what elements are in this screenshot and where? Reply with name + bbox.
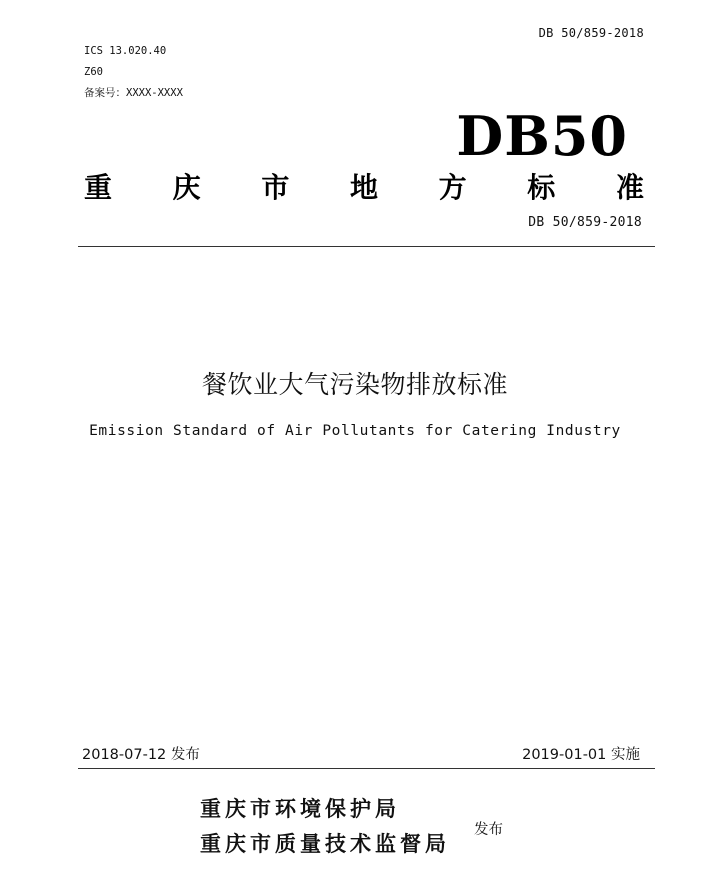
standard-type-char: 重 — [84, 171, 113, 204]
record-number: 备案号：XXXX-XXXX — [84, 87, 183, 99]
standard-type-char: 标 — [527, 171, 556, 204]
standard-type-heading — [84, 170, 644, 206]
publish-label: 发布 — [474, 822, 503, 838]
issue-date: 2018-07-12 发布 — [82, 747, 200, 763]
standard-mark: DB50 — [456, 104, 628, 168]
classification-code: Z60 — [84, 66, 103, 78]
ics-code: ICS 13.020.40 — [84, 45, 167, 57]
effective-date: 2019-01-01 实施 — [522, 747, 640, 763]
top-standard-code: DB 50/859-2018 — [538, 26, 644, 40]
title-english: Emission Standard of Air Pollutants for Catering Industry — [89, 423, 621, 439]
publisher-environment-bureau: 重庆市环境保护局 — [200, 797, 400, 821]
standard-type-char: 地 — [349, 171, 378, 204]
standard-type-char: 市 — [261, 171, 290, 204]
title-chinese: 餐饮业大气污染物排放标准 — [201, 370, 508, 399]
standard-type-char: 庆 — [172, 171, 201, 204]
standard-code: DB 50/859-2018 — [528, 215, 642, 230]
publisher-quality-bureau: 重庆市质量技术监督局 — [200, 832, 450, 856]
standard-type-char: 准 — [615, 171, 644, 204]
header-divider — [78, 246, 655, 247]
footer-divider — [78, 768, 655, 769]
standard-type-char: 方 — [438, 171, 467, 204]
